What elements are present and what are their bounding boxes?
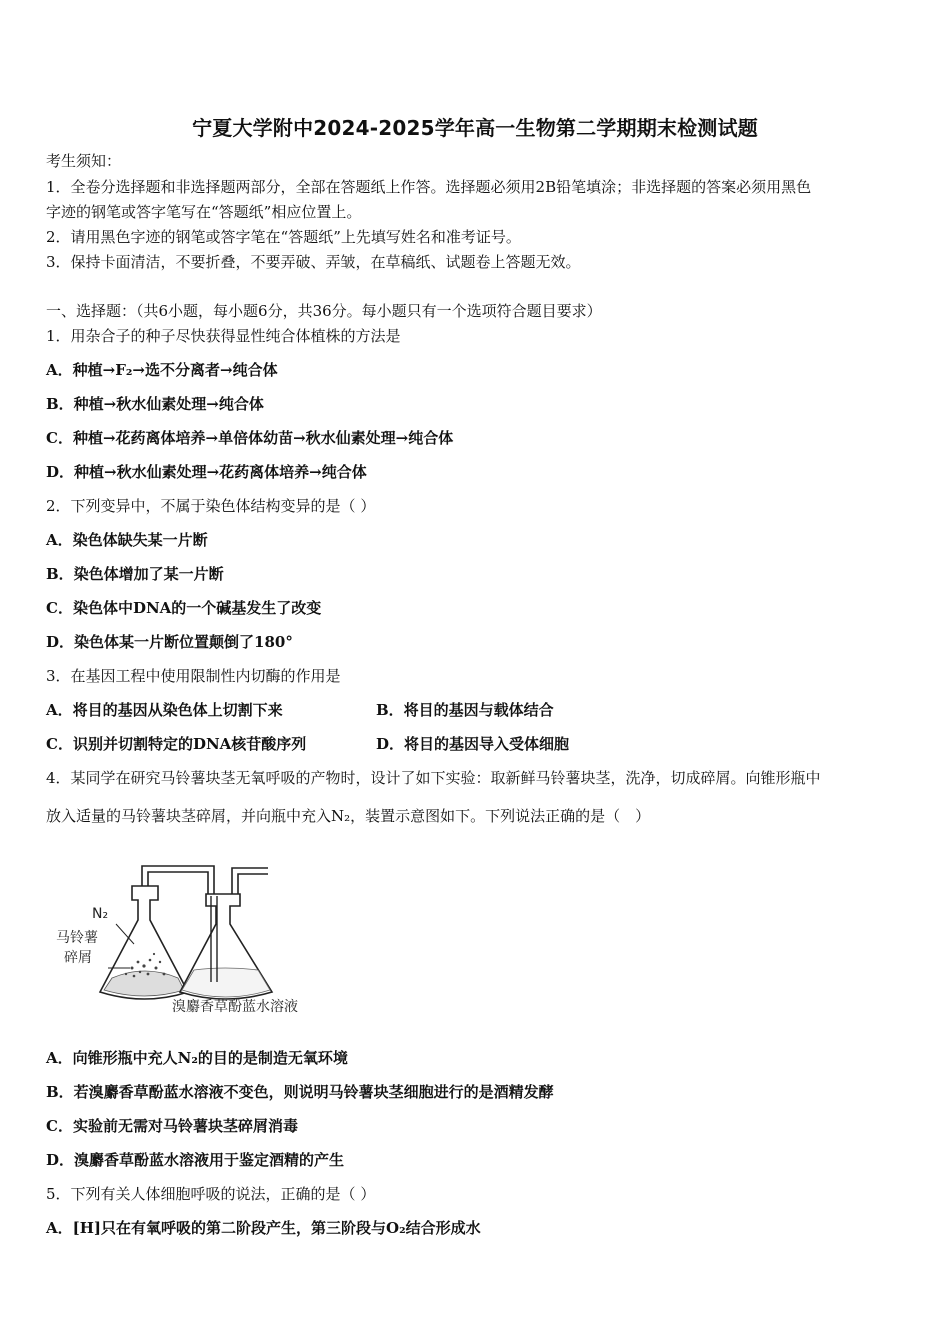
notice-item-3: 3．保持卡面清洁，不要折叠，不要弄破、弄皱，在草稿纸、试题卷上答题无效。 bbox=[46, 253, 581, 271]
q2-option-b: B．染色体增加了某一片断 bbox=[46, 565, 224, 583]
notice-heading: 考生须知： bbox=[46, 152, 122, 170]
q1-option-b: B．种植→秋水仙素处理→纯合体 bbox=[46, 395, 264, 413]
q2-option-c: C．染色体中DNA的一个碱基发生了改变 bbox=[46, 599, 322, 617]
apparatus-figure bbox=[50, 856, 330, 1016]
q3-option-a: A．将目的基因从染色体上切割下来 bbox=[46, 701, 283, 719]
q4-option-d: D．溴麝香草酚蓝水溶液用于鉴定酒精的产生 bbox=[46, 1151, 345, 1169]
q2-option-d: D．染色体某一片断位置颠倒了180° bbox=[46, 633, 293, 651]
figure-caption: 溴麝香草酚蓝水溶液 bbox=[172, 999, 298, 1015]
q4-option-a: A．向锥形瓶中充人N₂的目的是制造无氧环境 bbox=[46, 1049, 348, 1067]
q1-option-a: A．种植→F₂→选不分离者→纯合体 bbox=[46, 361, 278, 379]
q5-option-a: A．[H]只在有氧呼吸的第二阶段产生，第三阶段与O₂结合形成水 bbox=[46, 1219, 481, 1237]
q3-option-c: C．识别并切割特定的DNA核苷酸序列 bbox=[46, 735, 307, 753]
label-n2: N₂ bbox=[92, 906, 109, 922]
q4-stem-line-2: 放入适量的马铃薯块茎碎屑，并向瓶中充入N₂，装置示意图如下。下列说法正确的是（ ） bbox=[46, 807, 651, 825]
q1-stem: 1．用杂合子的种子尽快获得显性纯合体植株的方法是 bbox=[46, 327, 401, 345]
label-potato-2: 碎屑 bbox=[64, 950, 92, 966]
notice-item-2: 2．请用黑色字迹的钢笔或答字笔在“答题纸”上先填写姓名和准考证号。 bbox=[46, 228, 521, 246]
outlet-tube-inner bbox=[238, 874, 268, 896]
notice-item-1: 1．全卷分选择题和非选择题两部分，全部在答题纸上作答。选择题必须用2B铅笔填涂；非选择题的答案必须用黑色 bbox=[46, 178, 812, 196]
page-title: 宁夏大学附中2024-2025学年高一生物第二学期期末检测试题 bbox=[192, 116, 758, 140]
q4-option-c: C．实验前无需对马铃薯块茎碎屑消毒 bbox=[46, 1117, 298, 1135]
notice-item-1-cont: 字迹的钢笔或答字笔写在“答题纸”相应位置上。 bbox=[46, 203, 362, 221]
label-potato-1: 马铃薯 bbox=[56, 930, 98, 946]
q3-option-d: D．将目的基因导入受体细胞 bbox=[376, 735, 570, 753]
section-heading: 一、选择题：（共6小题，每小题6分，共36分。每小题只有一个选项符合题目要求） bbox=[46, 302, 602, 320]
q4-stem-line-1: 4．某同学在研究马铃薯块茎无氧呼吸的产物时，设计了如下实验：取新鲜马铃薯块茎，洗净，切成碎屑。向锥形瓶中 bbox=[46, 769, 821, 787]
q2-stem: 2．下列变异中，不属于染色体结构变异的是（ ） bbox=[46, 497, 376, 515]
q3-row-1 bbox=[46, 700, 908, 720]
q4-option-b: B．若溴麝香草酚蓝水溶液不变色，则说明马铃薯块茎细胞进行的是酒精发酵 bbox=[46, 1083, 554, 1101]
q1-option-d: D．种植→秋水仙素处理→花药离体培养→纯合体 bbox=[46, 463, 367, 481]
q3-row-2 bbox=[46, 734, 908, 754]
q3-option-b: B．将目的基因与载体结合 bbox=[376, 701, 554, 719]
q3-stem: 3．在基因工程中使用限制性内切酶的作用是 bbox=[46, 667, 341, 685]
q5-stem: 5．下列有关人体细胞呼吸的说法，正确的是（ ） bbox=[46, 1185, 376, 1203]
q1-option-c: C．种植→花药离体培养→单倍体幼苗→秋水仙素处理→纯合体 bbox=[46, 429, 454, 447]
indicator-solution bbox=[182, 968, 270, 997]
q2-option-a: A．染色体缺失某一片断 bbox=[46, 531, 208, 549]
